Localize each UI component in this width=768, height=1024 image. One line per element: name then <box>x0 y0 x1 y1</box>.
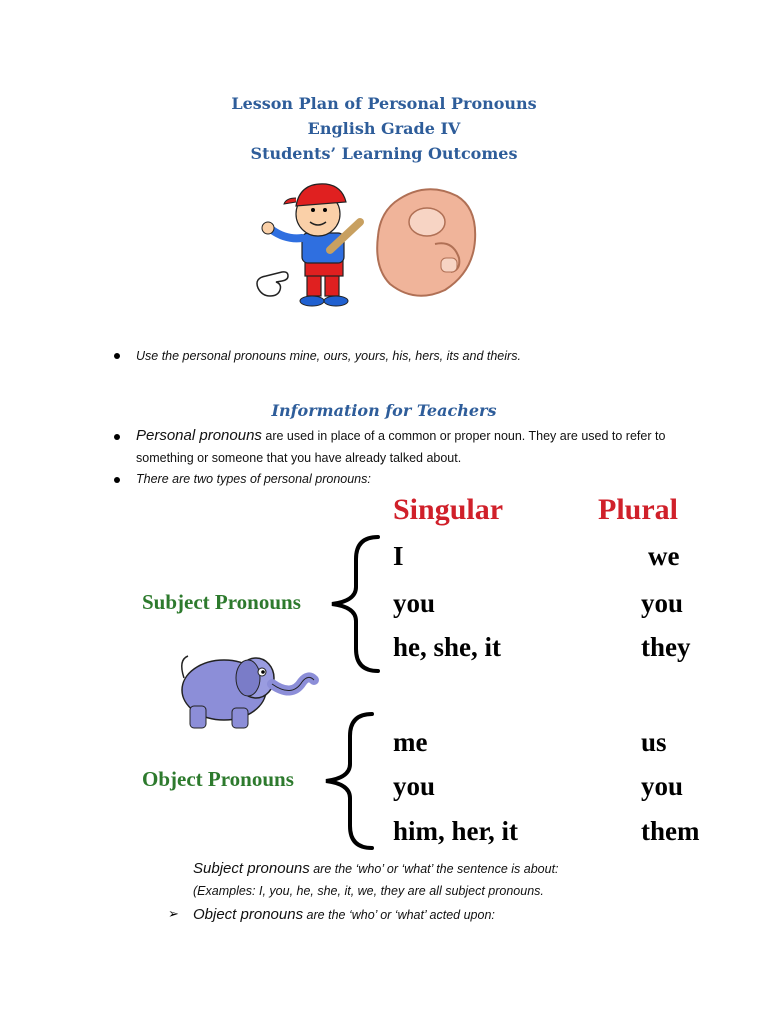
col-head-plural: Plural <box>598 493 678 526</box>
pronoun-cell: me <box>393 727 428 757</box>
pronoun-cell: us <box>641 727 667 757</box>
info-bullet-1-rest: are used in place of a common or proper noun. They are used to refer to <box>261 429 666 443</box>
object-pronouns-rest: are the ‘who’ or ‘what’ acted upon: <box>303 908 495 922</box>
bullet-dot <box>114 353 120 359</box>
info-heading: Information for Teachers <box>271 401 497 420</box>
arrow-bullet-icon: ➢ <box>168 907 179 922</box>
pronoun-cell: he, she, it <box>393 632 501 662</box>
subject-pronouns-label: Subject Pronouns <box>142 590 301 614</box>
info-bullet-2: There are two types of personal pronouns: <box>136 472 371 486</box>
subject-pronouns-note <box>193 860 559 877</box>
pronoun-cell: him, her, it <box>393 816 519 846</box>
bullet-dot <box>114 434 120 440</box>
personal-pronouns-term: Personal pronouns <box>136 427 262 444</box>
object-brace <box>320 710 380 852</box>
pronoun-cell: they <box>641 632 691 662</box>
object-pronouns-note <box>193 906 495 923</box>
title-line-3: Students’ Learning Outcomes <box>250 144 518 163</box>
pronoun-cell: you <box>641 771 684 801</box>
bullet-dot <box>114 477 120 483</box>
subject-brace <box>326 533 386 675</box>
pronoun-cell: we <box>648 541 680 571</box>
cartoon-boy-illustration <box>250 178 365 313</box>
pronoun-cell: I <box>393 541 404 571</box>
info-bullet-1 <box>136 427 696 444</box>
object-pronouns-label: Object Pronouns <box>142 767 294 791</box>
subject-examples: (Examples: I, you, he, she, it, we, they are all subject pronouns. <box>193 884 544 898</box>
title-line-2: English Grade IV <box>307 119 461 138</box>
pronoun-cell: you <box>393 771 436 801</box>
pointing-fist-illustration <box>375 182 480 300</box>
outcome-bullet-text: Use the personal pronouns mine, ours, yours, his, hers, its and theirs. <box>136 349 521 363</box>
elephant-illustration <box>176 638 321 734</box>
info-bullet-1-line2: something or someone that you have already talked about. <box>136 451 462 465</box>
pronoun-cell: you <box>641 588 684 618</box>
subject-pronouns-rest: are the ‘who’ or ‘what’ the sentence is about: <box>309 862 559 876</box>
subject-pronouns-term: Subject pronouns <box>193 860 310 877</box>
title-line-1: Lesson Plan of Personal Pronouns <box>231 94 537 113</box>
pronoun-cell: them <box>641 816 700 846</box>
pronoun-cell: you <box>393 588 436 618</box>
object-pronouns-term: Object pronouns <box>193 906 304 923</box>
col-head-singular: Singular <box>393 493 504 526</box>
